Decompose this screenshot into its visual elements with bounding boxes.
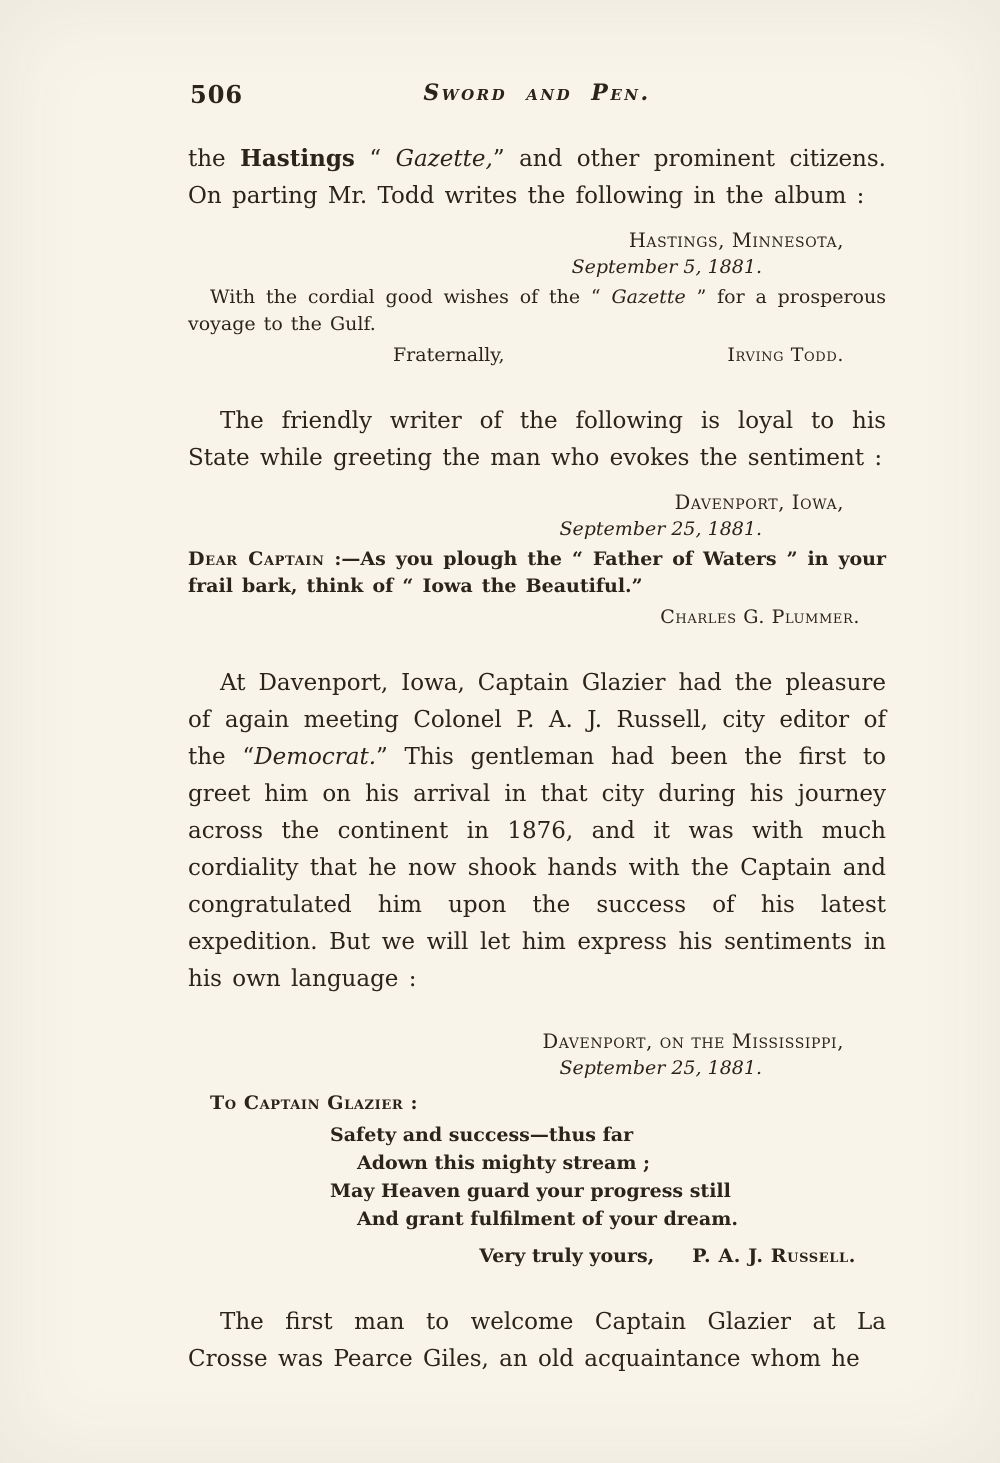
letter-date-line: September 25, 1881. — [559, 1057, 762, 1079]
paragraph-davenport — [188, 665, 886, 998]
poem-line: Safety and success—thus far — [330, 1124, 634, 1146]
text-run: “ — [354, 146, 396, 172]
letter-charles-plummer — [188, 489, 886, 631]
text-run: ” for a prosperous voyage to the Gulf. — [188, 286, 886, 335]
paragraph-friendly-writer: The friendly writer of the following is loyal to his State while greeting the man who evokes the sentiment : — [188, 408, 886, 471]
running-title: Sword and Pen. — [423, 80, 651, 106]
poem-line: May Heaven guard your progress still — [330, 1180, 731, 1202]
letter-body — [188, 284, 886, 338]
page-number: 506 — [190, 80, 244, 109]
text-run: ” This gentleman had been the first to greet him on his arrival in that city during his journey across the continent in 1876, and it was with much cordiality that he now shook hands with the Captain and congratulated him upon the success of his latest expedition. But we will let him express his sentiments in his own language : — [188, 744, 886, 992]
text-run: :—As you plough the “ Father of Waters ” in your frail bark, think of “ Iowa the Beautiful.” — [188, 548, 886, 597]
text-run: the — [188, 146, 241, 172]
poem — [330, 1121, 886, 1233]
poem-line: Adown this mighty stream ; — [357, 1152, 651, 1174]
text-run: With the cordial good wishes of the “ — [210, 286, 612, 308]
letter-signature: Irving Todd. — [727, 344, 844, 366]
letter-date-line: September 5, 1881. — [571, 256, 762, 278]
letter-salutation: To Captain Glazier : — [210, 1092, 419, 1114]
letter-body — [188, 546, 886, 600]
text-run-italic: Gazette — [611, 286, 686, 308]
letter-place-line: Davenport, on the Mississippi, — [542, 1030, 844, 1053]
text-run: At Davenport, Iowa, Captain Glazier had the pleasure of again meeting Colonel P. A. J. Russell, city editor of the “ — [188, 670, 886, 770]
page-header — [188, 0, 886, 114]
letter-signature-row — [188, 342, 886, 369]
text-run-bold: Hastings — [240, 145, 355, 172]
text-run: ” and other prominent citizens. On parting Mr. Todd writes the following in the album : — [188, 146, 886, 209]
letter-signature: Charles G. Plummer. — [660, 606, 860, 628]
letter-date-line: September 25, 1881. — [559, 518, 762, 540]
text-run-smallcaps: Dear Captain — [188, 548, 325, 570]
text-run-italic: Gazette, — [395, 146, 493, 172]
letter-closing-row — [188, 1243, 886, 1270]
letter-closing: Fraternally, — [393, 344, 505, 366]
letter-irving-todd — [188, 227, 886, 369]
paragraph-album — [188, 140, 886, 215]
paragraph-la-crosse: The first man to welcome Captain Glazier at La Crosse was Pearce Giles, an old acquaintance whom he — [188, 1309, 886, 1372]
letter-russell — [188, 1028, 886, 1270]
text-run-italic: Democrat. — [254, 744, 377, 770]
letter-place-line: Hastings, Minnesota, — [628, 229, 844, 252]
page-content — [188, 0, 886, 1378]
letter-signature: P. A. J. Russell. — [692, 1245, 856, 1267]
letter-closing: Very truly yours, — [479, 1245, 655, 1267]
poem-line: And grant fulfilment of your dream. — [357, 1208, 738, 1230]
letter-place-line: Davenport, Iowa, — [674, 491, 844, 514]
